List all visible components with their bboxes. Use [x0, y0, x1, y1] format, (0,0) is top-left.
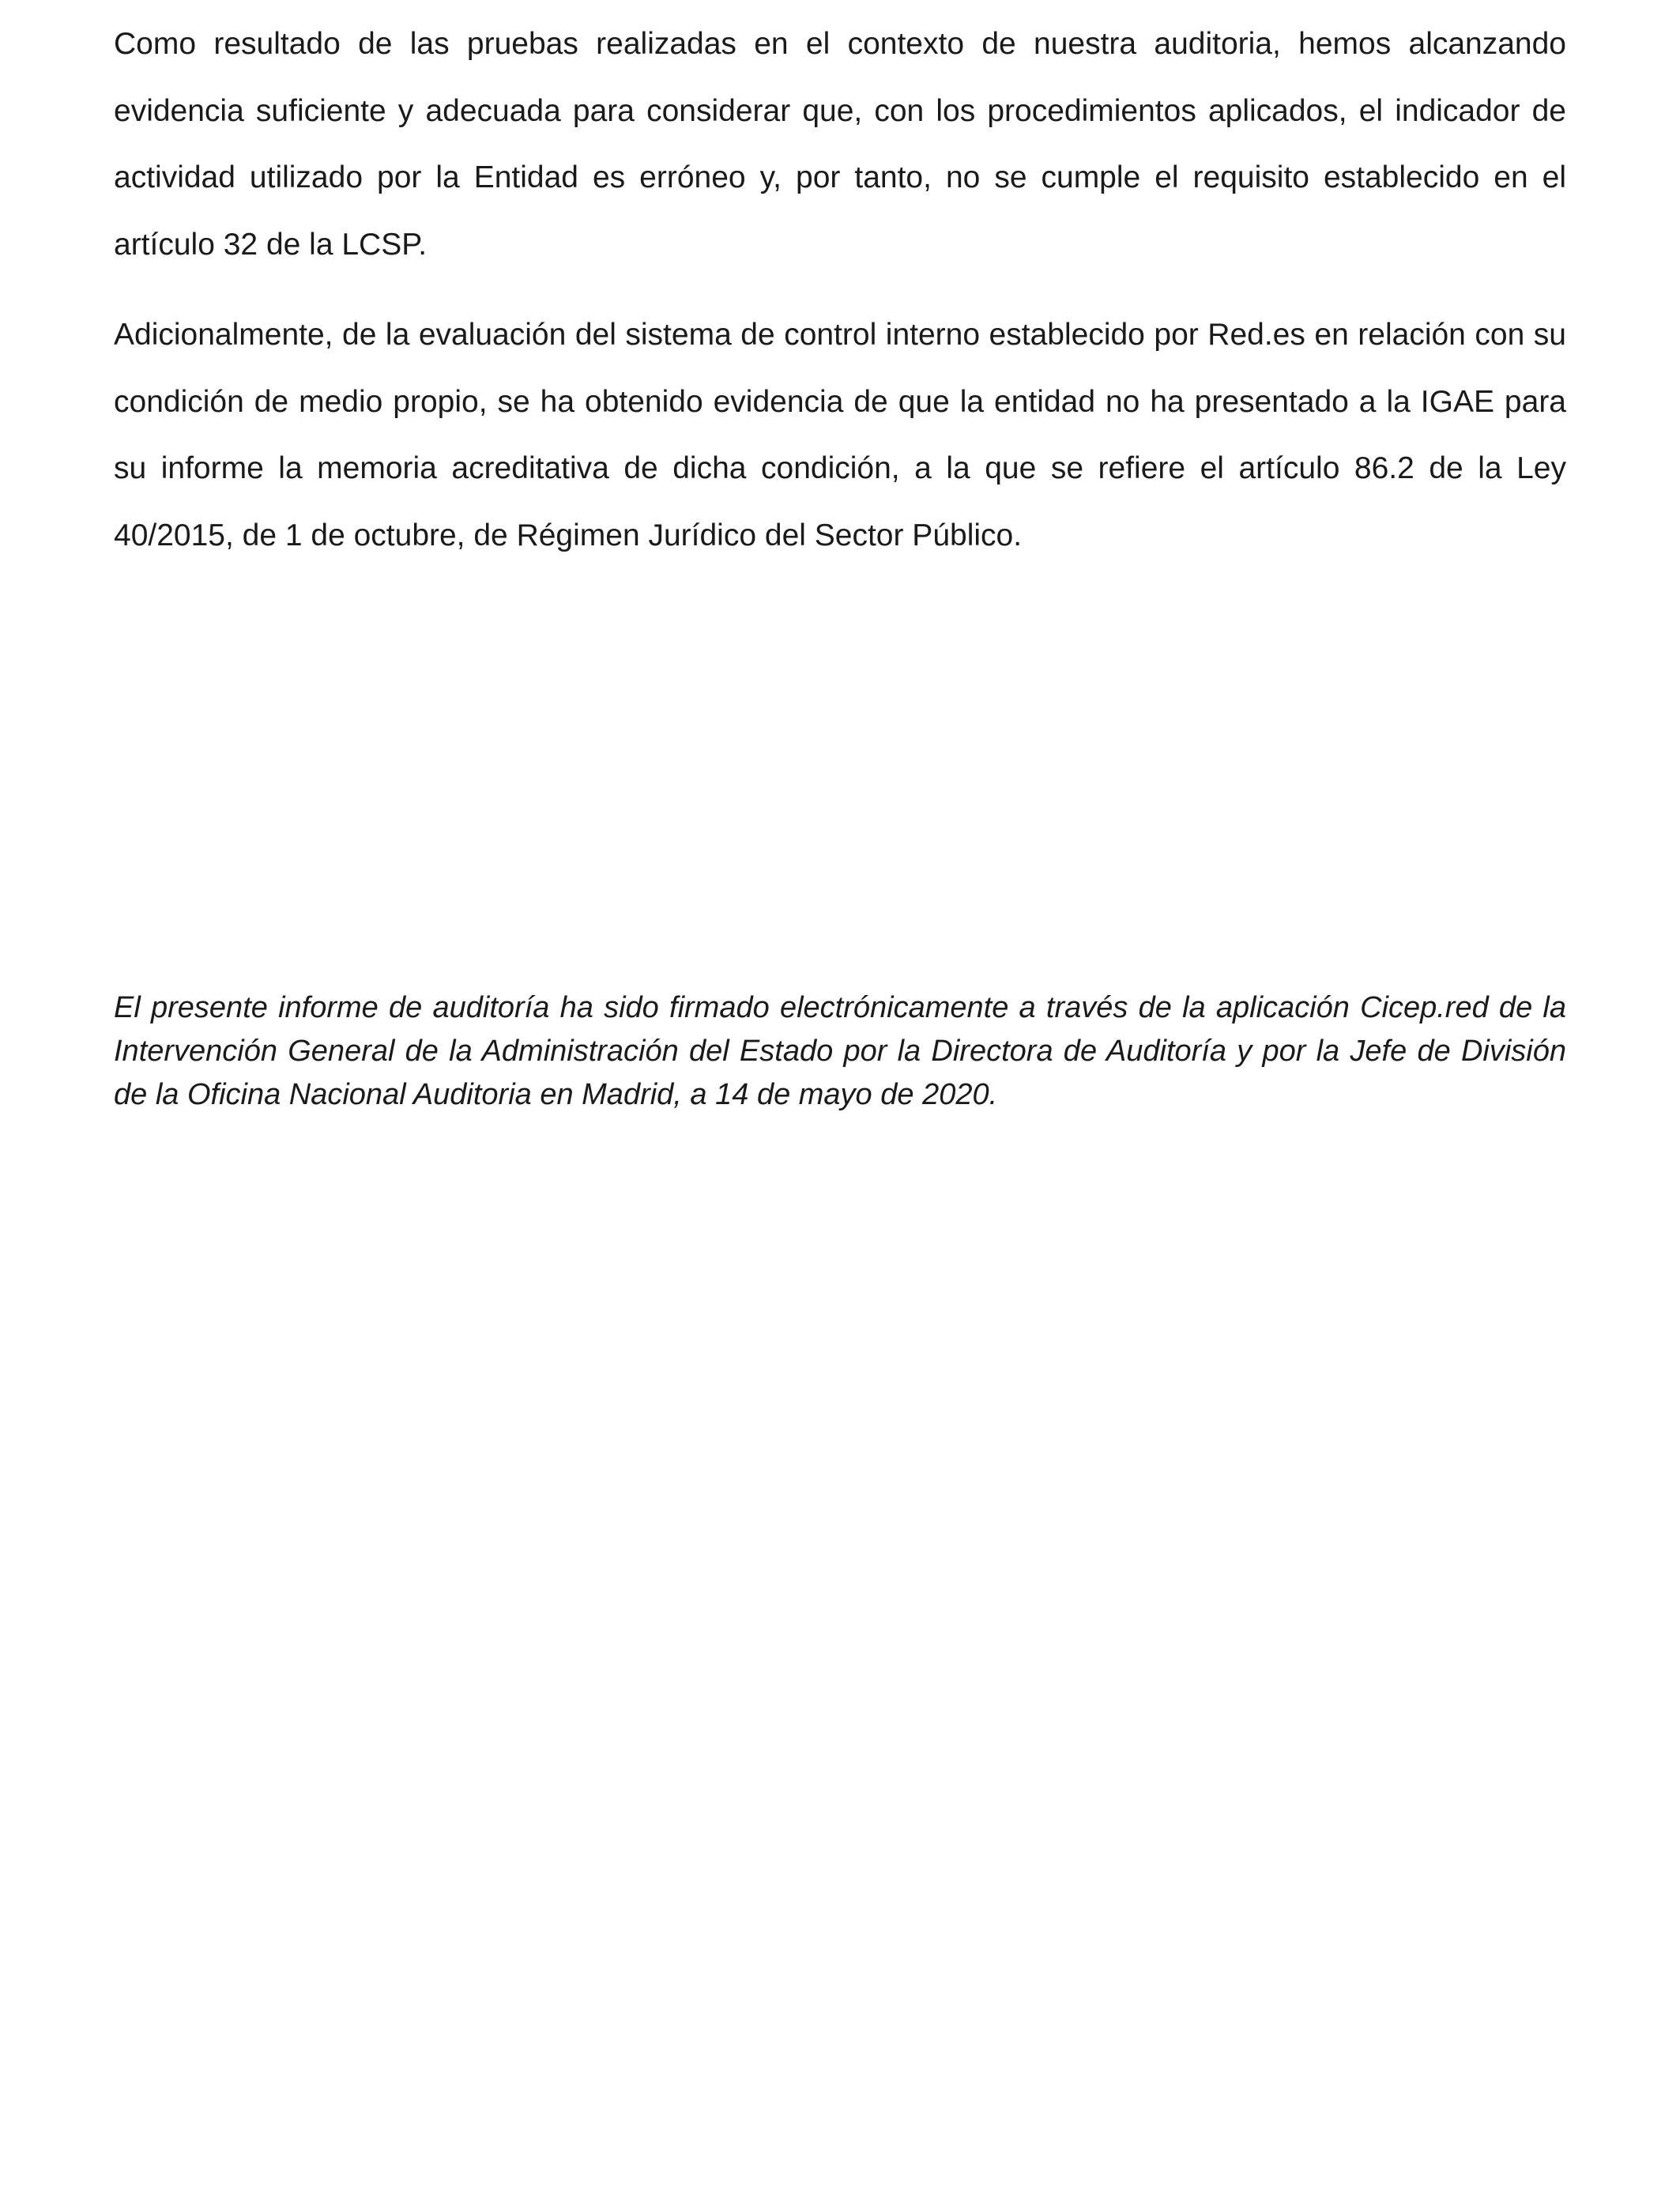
internal-control-paragraph: Adicionalmente, de la evaluación del sistema de control interno establecido por Red.es en relación con su condición de medio propio, se ha obtenido evidencia de que la entidad no ha presentado a la IGAE para su informe la memoria acreditativa de dicha condición, a la que se refiere el artículo 86.2 de la Ley 40/2015, de 1 de octubre, de Régimen Jurídico del Sector Público.	[114, 318, 1566, 552]
electronic-signature-note: El presente informe de auditoría ha sido firmado electrónicamente a través de la aplicación Cicep.red de la Intervención General de la Administración del Estado por la Directora de Auditoría y por la Jefe de División de la Oficina Nacional Auditoria en Madrid, a 14 de mayo de 2020.	[114, 991, 1566, 1111]
conclusion-paragraph: Como resultado de las pruebas realizadas en el contexto de nuestra auditoria, hemos alcanzando evidencia suficiente y adecuada para considerar que, con los procedimientos aplicados, el indicador de actividad utilizado por la Entidad es erróneo y, por tanto, no se cumple el requisito establecido en el artículo 32 de la LCSP.	[114, 27, 1566, 262]
